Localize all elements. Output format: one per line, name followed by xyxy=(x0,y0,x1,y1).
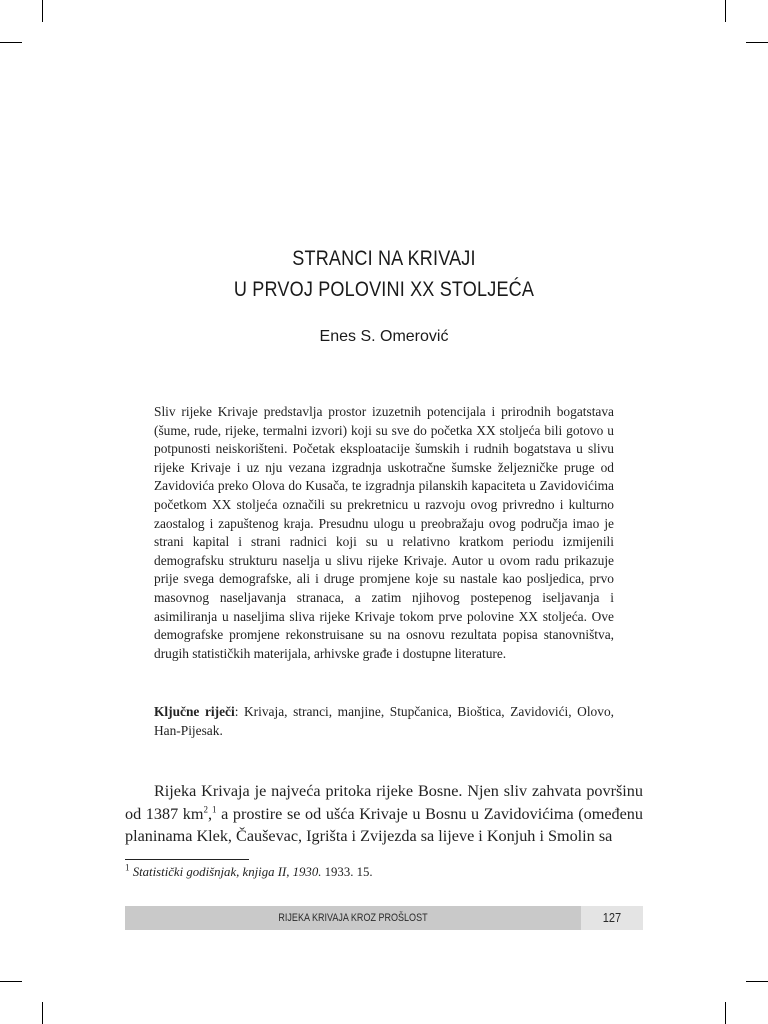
body-text-part2: , xyxy=(207,804,213,823)
footnote-separator xyxy=(125,859,249,860)
keywords-text: : Krivaja, stranci, manjine, Stupčanica, Bioštica, Zavidovići, Olovo, Han-Pijesak. xyxy=(154,704,614,738)
keywords xyxy=(154,703,614,740)
body-paragraph xyxy=(125,780,643,848)
crop-mark xyxy=(42,0,43,22)
page-number: 127 xyxy=(602,910,622,925)
running-title: RIJEKA KRIVAJA KROZ PROŠLOST xyxy=(278,912,428,924)
footnote-number: 1 xyxy=(125,862,130,873)
footnote-italic: Statistički godišnjak, knjiga II, 1930. xyxy=(132,865,322,879)
footnote-reference: 1 xyxy=(212,804,217,815)
page-number-box xyxy=(581,906,643,930)
footnote xyxy=(125,864,643,881)
crop-mark xyxy=(746,981,768,982)
crop-mark xyxy=(0,981,22,982)
article-title-line1: STRANCI NA KRIVAJI xyxy=(292,247,476,270)
body-text-part1: Rijeka Krivaja je najveća pritoka rijeke Bosne. Njen sliv zahvata površinu od 1387 km xyxy=(125,782,643,823)
crop-mark xyxy=(746,42,768,43)
keywords-label: Ključne riječi xyxy=(154,704,235,719)
abstract: Sliv rijeke Krivaje predstavlja prostor izuzetnih potencijala i prirodnih bogatstava (šume, rude, rijeke, termalni izvori) koji su sve do početka XX stoljeća bili gotovo u potpunosti neiskorišteni. Početak eksploatacije šumskih i rudnih bogatstava u slivu rijeke Krivaje i uz nju vezana izgradnja uskotračne šumske željezničke pruge od Zavidovića preko Olova do Kusača, te izgradnja pilanskih kapaciteta u Zavidovićima početkom XX stoljeća označili su prekretnicu u razvoju ovog privredno i kulturno zaostalog i zapuštenog kraja. Presudnu ulogu u preobražaju ovog područja imao je strani kapital i strani radnici koji su u relativno kratkom periodu izmijenili demografsku strukturu naselja u slivu rijeke Krivaje. Autor u ovom radu prikazuje prije svega demografske, ali i druge promjene koje su nastale kao posljedica, prvo masovnog naseljavanja stranaca, a zatim njihovog postepenog iseljavanja i asimiliranja u naseljima sliva rijeke Krivaje tokom prve polovine XX stoljeća. Ove demografske promjene rekonstruisane su na osnovu rezultata popisa stanovništva, drugih statističkih materijala, arhivske građe i dostupne literature. xyxy=(154,404,614,661)
crop-mark xyxy=(42,1002,43,1024)
crop-mark xyxy=(725,1002,726,1024)
article-title-line2: U PRVOJ POLOVINI XX STOLJEĆA xyxy=(233,278,535,301)
crop-mark xyxy=(725,0,726,22)
article-title xyxy=(54,243,714,305)
body-text-part3: a prostire se od ušća Krivaje u Bosnu u Zavidovićima (omeđenu planinama Klek, Čauševac, Igrišta i Zvijezda sa lijeve i Konjuh i Smolin sa xyxy=(125,804,643,846)
crop-mark xyxy=(0,42,22,43)
superscript-squared: 2 xyxy=(203,804,208,815)
running-footer xyxy=(125,906,581,930)
footnote-rest: 1933. 15. xyxy=(321,865,373,879)
author-name: Enes S. Omerović xyxy=(319,328,449,345)
